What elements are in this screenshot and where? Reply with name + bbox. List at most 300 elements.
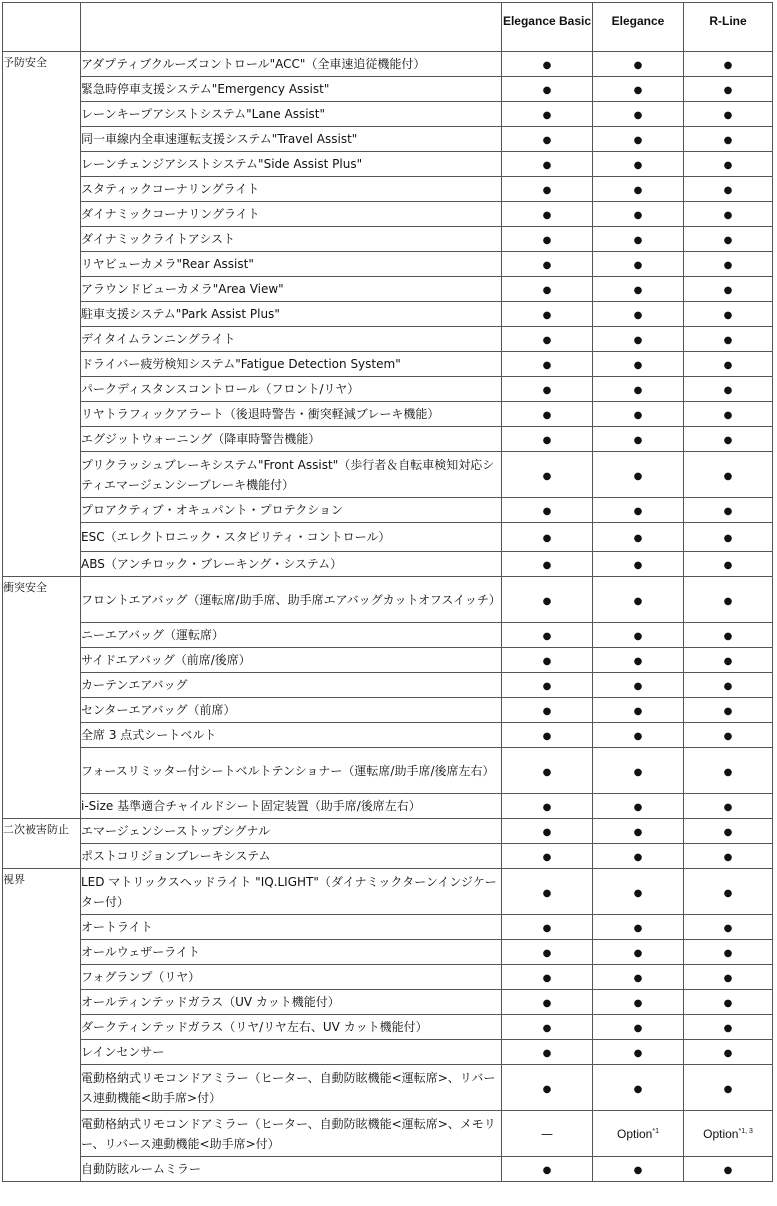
feature-cell: プリクラッシュブレーキシステム"Front Assist"（歩行者＆自転車検知対応シティエマージェンシーブレーキ機能付） [81, 452, 502, 498]
feature-cell: 電動格納式リモコンドアミラー（ヒーター、自動防眩機能<運転席>、メモリー、リバース連動機能<助手席>付） [81, 1111, 502, 1157]
value-cell [502, 452, 593, 498]
included-mark: ● [542, 948, 552, 959]
category-cell: 二次被害防止 [3, 819, 81, 869]
value-cell [502, 252, 593, 277]
included-mark: ● [633, 435, 643, 446]
value-cell [684, 277, 773, 302]
value-cell [684, 577, 773, 623]
value-cell [502, 427, 593, 452]
included-mark: ● [723, 135, 733, 146]
value-cell [593, 377, 684, 402]
included-mark: ● [633, 533, 643, 544]
value-cell [684, 102, 773, 127]
included-mark: ● [542, 235, 552, 246]
included-mark: ● [723, 560, 733, 571]
value-cell [502, 77, 593, 102]
table-row [3, 1065, 773, 1111]
value-cell [502, 202, 593, 227]
included-mark: ● [723, 656, 733, 667]
value-cell [684, 177, 773, 202]
included-mark: ● [723, 110, 733, 121]
value-cell [684, 302, 773, 327]
feature-cell: エマージェンシーストップシグナル [81, 819, 502, 844]
value-cell [593, 102, 684, 127]
table-row [3, 452, 773, 498]
table-row [3, 748, 773, 794]
included-mark: ● [723, 310, 733, 321]
included-mark: ● [633, 185, 643, 196]
value-cell [593, 152, 684, 177]
value-cell [684, 673, 773, 698]
included-mark: ● [542, 595, 552, 607]
value-cell [593, 1040, 684, 1065]
included-mark: ● [633, 656, 643, 667]
value-cell [502, 227, 593, 252]
included-mark: ● [633, 260, 643, 271]
feature-cell: リヤビューカメラ"Rear Assist" [81, 252, 502, 277]
table-row [3, 577, 773, 623]
value-cell [684, 377, 773, 402]
included-mark: ● [723, 802, 733, 813]
included-mark: ● [723, 335, 733, 346]
value-cell [593, 844, 684, 869]
included-mark: ● [542, 802, 552, 813]
included-mark: ● [633, 360, 643, 371]
included-mark: ● [633, 923, 643, 934]
included-mark: ● [633, 470, 643, 482]
included-mark: ● [633, 852, 643, 863]
included-mark: ● [542, 766, 552, 778]
value-cell [684, 819, 773, 844]
included-mark: ● [723, 470, 733, 482]
included-mark: ● [633, 285, 643, 296]
included-mark: ● [633, 731, 643, 742]
value-cell [684, 427, 773, 452]
included-mark: ● [542, 85, 552, 96]
included-mark: ● [723, 852, 733, 863]
value-cell [502, 152, 593, 177]
value-cell [593, 352, 684, 377]
included-mark: ● [542, 887, 552, 899]
header-category [3, 3, 81, 52]
included-mark: ● [633, 1023, 643, 1034]
included-mark: ● [633, 135, 643, 146]
included-mark: ● [723, 1083, 733, 1095]
feature-cell: デイタイムランニングライト [81, 327, 502, 352]
feature-cell: レーンキープアシストシステム"Lane Assist" [81, 102, 502, 127]
option-label: Option [703, 1126, 739, 1141]
table-row [3, 1040, 773, 1065]
feature-cell: パークディスタンスコントロール（フロント/リヤ） [81, 377, 502, 402]
value-cell [593, 748, 684, 794]
value-cell [502, 940, 593, 965]
feature-cell: カーテンエアバッグ [81, 673, 502, 698]
value-cell [502, 794, 593, 819]
feature-cell: リヤトラフィックアラート（後退時警告・衝突軽減ブレーキ機能） [81, 402, 502, 427]
included-mark: ● [633, 973, 643, 984]
value-cell [502, 1040, 593, 1065]
included-mark: ● [542, 656, 552, 667]
value-cell [502, 377, 593, 402]
table-row [3, 277, 773, 302]
value-cell [684, 698, 773, 723]
included-mark: ● [542, 631, 552, 642]
table-row [3, 127, 773, 152]
feature-cell: オートライト [81, 915, 502, 940]
included-mark: ● [723, 360, 733, 371]
feature-cell: オールウェザーライト [81, 940, 502, 965]
value-cell [502, 844, 593, 869]
value-cell [593, 915, 684, 940]
included-mark: ● [723, 260, 733, 271]
included-mark: ● [723, 506, 733, 517]
value-cell [502, 102, 593, 127]
category-cell: 視界 [3, 869, 81, 1182]
value-cell [593, 277, 684, 302]
value-cell [593, 402, 684, 427]
value-cell [593, 577, 684, 623]
included-mark: ● [542, 706, 552, 717]
included-mark: ● [723, 827, 733, 838]
included-mark: ● [723, 410, 733, 421]
value-cell [593, 794, 684, 819]
value-cell [593, 498, 684, 523]
header-feature [81, 3, 502, 52]
value-cell [684, 498, 773, 523]
included-mark: ● [542, 681, 552, 692]
included-mark: ● [542, 110, 552, 121]
header-label: Elegance [611, 14, 665, 28]
included-mark: ● [723, 210, 733, 221]
value-cell [502, 623, 593, 648]
table-row [3, 177, 773, 202]
included-mark: ● [542, 285, 552, 296]
included-mark: ● [542, 560, 552, 571]
included-mark: ● [542, 185, 552, 196]
included-mark: ● [723, 998, 733, 1009]
value-cell [684, 869, 773, 915]
table-row [3, 990, 773, 1015]
value-cell [684, 965, 773, 990]
included-mark: ● [542, 923, 552, 934]
feature-cell: レインセンサー [81, 1040, 502, 1065]
value-cell [684, 252, 773, 277]
included-mark: ● [633, 410, 643, 421]
table-row [3, 673, 773, 698]
table-row [3, 427, 773, 452]
value-cell [593, 227, 684, 252]
header-r-line [684, 3, 773, 52]
value-cell [684, 52, 773, 77]
value-cell [502, 498, 593, 523]
value-cell [502, 127, 593, 152]
included-mark: ● [633, 85, 643, 96]
included-mark: ● [723, 973, 733, 984]
included-mark: ● [633, 385, 643, 396]
included-mark: ● [723, 160, 733, 171]
feature-cell: ポストコリジョンブレーキシステム [81, 844, 502, 869]
included-mark: ● [723, 385, 733, 396]
included-mark: ● [542, 1165, 552, 1176]
feature-cell: フォースリミッター付シートベルトテンショナー（運転席/助手席/後席左右） [81, 748, 502, 794]
value-cell [502, 869, 593, 915]
feature-cell: 電動格納式リモコンドアミラー（ヒーター、自動防眩機能<運転席>、リバース連動機能<助手席>付） [81, 1065, 502, 1111]
value-cell [684, 523, 773, 552]
feature-cell: エグジットウォーニング（降車時警告機能） [81, 427, 502, 452]
value-cell [593, 552, 684, 577]
included-mark: ● [723, 706, 733, 717]
included-mark: ● [723, 85, 733, 96]
feature-cell: スタティックコーナリングライト [81, 177, 502, 202]
category-cell: 予防安全 [3, 52, 81, 577]
value-cell [684, 77, 773, 102]
included-mark: ● [542, 310, 552, 321]
value-cell [502, 1157, 593, 1182]
included-mark: ● [723, 533, 733, 544]
included-mark: ● [633, 60, 643, 71]
included-mark: ● [633, 160, 643, 171]
feature-cell: 全席 3 点式シートベルト [81, 723, 502, 748]
table-row [3, 377, 773, 402]
value-cell [502, 352, 593, 377]
value-cell [593, 327, 684, 352]
table-row [3, 552, 773, 577]
value-cell [593, 1015, 684, 1040]
included-mark: ● [723, 1023, 733, 1034]
value-cell [593, 77, 684, 102]
table-row [3, 523, 773, 552]
footnote-ref: *1, 3 [738, 1127, 753, 1135]
value-cell [502, 523, 593, 552]
table-row [3, 844, 773, 869]
value-cell [593, 202, 684, 227]
value-cell [502, 577, 593, 623]
value-cell [593, 869, 684, 915]
included-mark: ● [542, 731, 552, 742]
included-mark: ● [633, 335, 643, 346]
spec-table [2, 2, 773, 1182]
included-mark: ● [723, 681, 733, 692]
included-mark: ● [542, 210, 552, 221]
value-cell [684, 202, 773, 227]
value-cell [593, 1065, 684, 1111]
table-row [3, 52, 773, 77]
header-label: Elegance Basic [502, 14, 592, 28]
included-mark: ● [542, 135, 552, 146]
value-cell [684, 1015, 773, 1040]
value-cell [684, 1040, 773, 1065]
value-cell [502, 402, 593, 427]
footnote-ref: *1 [652, 1127, 659, 1135]
value-cell [684, 748, 773, 794]
value-cell [593, 673, 684, 698]
included-mark: ● [633, 595, 643, 607]
included-mark: ● [633, 310, 643, 321]
feature-cell: ドライバー疲労検知システム"Fatigue Detection System" [81, 352, 502, 377]
included-mark: ● [633, 998, 643, 1009]
feature-cell: LED マトリックスヘッドライト "IQ.LIGHT"（ダイナミックターンインジケーター付） [81, 869, 502, 915]
value-cell [593, 452, 684, 498]
included-mark: ● [633, 1083, 643, 1095]
table-row [3, 227, 773, 252]
included-mark: ● [542, 435, 552, 446]
included-mark: ● [723, 435, 733, 446]
value-cell [593, 819, 684, 844]
value-cell [502, 1065, 593, 1111]
feature-cell: アラウンドビューカメラ"Area View" [81, 277, 502, 302]
table-row [3, 402, 773, 427]
value-cell [502, 915, 593, 940]
included-mark: ● [633, 560, 643, 571]
value-cell [502, 698, 593, 723]
included-mark: ● [723, 1165, 733, 1176]
value-cell [684, 227, 773, 252]
feature-cell: サイドエアバッグ（前席/後席） [81, 648, 502, 673]
value-cell [684, 990, 773, 1015]
included-mark: ● [633, 948, 643, 959]
table-row [3, 302, 773, 327]
header-label: R-Line [709, 14, 747, 28]
table-row [3, 102, 773, 127]
feature-cell: ダイナミックコーナリングライト [81, 202, 502, 227]
value-cell [593, 427, 684, 452]
table-row [3, 648, 773, 673]
included-mark: ● [542, 827, 552, 838]
included-mark: ● [723, 1048, 733, 1059]
included-mark: ● [723, 60, 733, 71]
included-mark: ● [542, 470, 552, 482]
value-cell [684, 452, 773, 498]
value-cell [593, 990, 684, 1015]
value-cell [593, 1111, 684, 1157]
feature-cell: ABS（アンチロック・ブレーキング・システム） [81, 552, 502, 577]
table-body [3, 52, 773, 1182]
value-cell [502, 177, 593, 202]
included-mark: ● [633, 766, 643, 778]
value-cell [684, 940, 773, 965]
included-mark: ● [723, 766, 733, 778]
value-cell [593, 127, 684, 152]
included-mark: ● [633, 631, 643, 642]
included-mark: ● [723, 631, 733, 642]
feature-cell: i-Size 基準適合チャイルドシート固定装置（助手席/後席左右） [81, 794, 502, 819]
value-cell [593, 940, 684, 965]
included-mark: ● [723, 595, 733, 607]
included-mark: ● [542, 973, 552, 984]
value-cell [502, 673, 593, 698]
table-row [3, 794, 773, 819]
feature-cell: 緊急時停車支援システム"Emergency Assist" [81, 77, 502, 102]
table-row [3, 352, 773, 377]
included-mark: ● [723, 185, 733, 196]
header-elegance-basic [502, 3, 593, 52]
included-mark: ● [542, 60, 552, 71]
feature-cell: 同一車線内全車速運転支援システム"Travel Assist" [81, 127, 502, 152]
value-cell [684, 1157, 773, 1182]
included-mark: ● [633, 802, 643, 813]
value-cell [684, 915, 773, 940]
table-row [3, 723, 773, 748]
value-cell [502, 1111, 593, 1157]
included-mark: ● [542, 1083, 552, 1095]
feature-cell: ダークティンテッドガラス（リヤ/リヤ左右、UV カット機能付） [81, 1015, 502, 1040]
value-cell [502, 52, 593, 77]
feature-cell: レーンチェンジアシストシステム"Side Assist Plus" [81, 152, 502, 177]
value-cell [502, 552, 593, 577]
feature-cell: ニーエアバッグ（運転席） [81, 623, 502, 648]
feature-cell: ダイナミックライトアシスト [81, 227, 502, 252]
value-cell [593, 1157, 684, 1182]
table-row [3, 152, 773, 177]
table-row [3, 965, 773, 990]
table-row [3, 869, 773, 915]
feature-cell: フロントエアバッグ（運転席/助手席、助手席エアバッグカットオフスイッチ） [81, 577, 502, 623]
value-cell [593, 723, 684, 748]
table-row [3, 819, 773, 844]
value-cell [684, 1065, 773, 1111]
value-cell [593, 302, 684, 327]
value-cell [502, 302, 593, 327]
included-mark: ● [542, 385, 552, 396]
value-cell [593, 965, 684, 990]
header-row [3, 3, 773, 52]
feature-cell: ESC（エレクトロニック・スタビリティ・コントロール） [81, 523, 502, 552]
included-mark: ● [542, 506, 552, 517]
value-cell [593, 648, 684, 673]
value-cell [593, 623, 684, 648]
value-cell [502, 1015, 593, 1040]
value-cell [593, 52, 684, 77]
included-mark: ● [542, 360, 552, 371]
feature-cell: センターエアバッグ（前席） [81, 698, 502, 723]
value-cell [502, 748, 593, 794]
table-row [3, 1015, 773, 1040]
included-mark: ● [542, 335, 552, 346]
included-mark: ● [542, 260, 552, 271]
table-row [3, 77, 773, 102]
value-cell [684, 1111, 773, 1157]
included-mark: ● [723, 235, 733, 246]
feature-cell: フォグランプ（リヤ） [81, 965, 502, 990]
value-cell [684, 152, 773, 177]
value-cell [593, 252, 684, 277]
included-mark: ● [633, 210, 643, 221]
value-cell [502, 327, 593, 352]
included-mark: ● [542, 410, 552, 421]
option-label: Option [617, 1126, 653, 1141]
feature-cell: アダプティブクルーズコントロール"ACC"（全車速追従機能付） [81, 52, 502, 77]
value-cell [684, 794, 773, 819]
table-row [3, 252, 773, 277]
feature-cell: オールティンテッドガラス（UV カット機能付） [81, 990, 502, 1015]
value-cell [684, 402, 773, 427]
included-mark: ● [633, 506, 643, 517]
value-cell [593, 523, 684, 552]
included-mark: ● [723, 948, 733, 959]
table-row [3, 498, 773, 523]
value-cell [593, 698, 684, 723]
category-cell: 衝突安全 [3, 577, 81, 819]
included-mark: ● [633, 110, 643, 121]
included-mark: ● [633, 235, 643, 246]
value-cell [684, 327, 773, 352]
value-cell [502, 819, 593, 844]
included-mark: ● [542, 533, 552, 544]
included-mark: ● [633, 1165, 643, 1176]
value-cell [684, 552, 773, 577]
included-mark: ● [633, 681, 643, 692]
included-mark: ● [633, 706, 643, 717]
